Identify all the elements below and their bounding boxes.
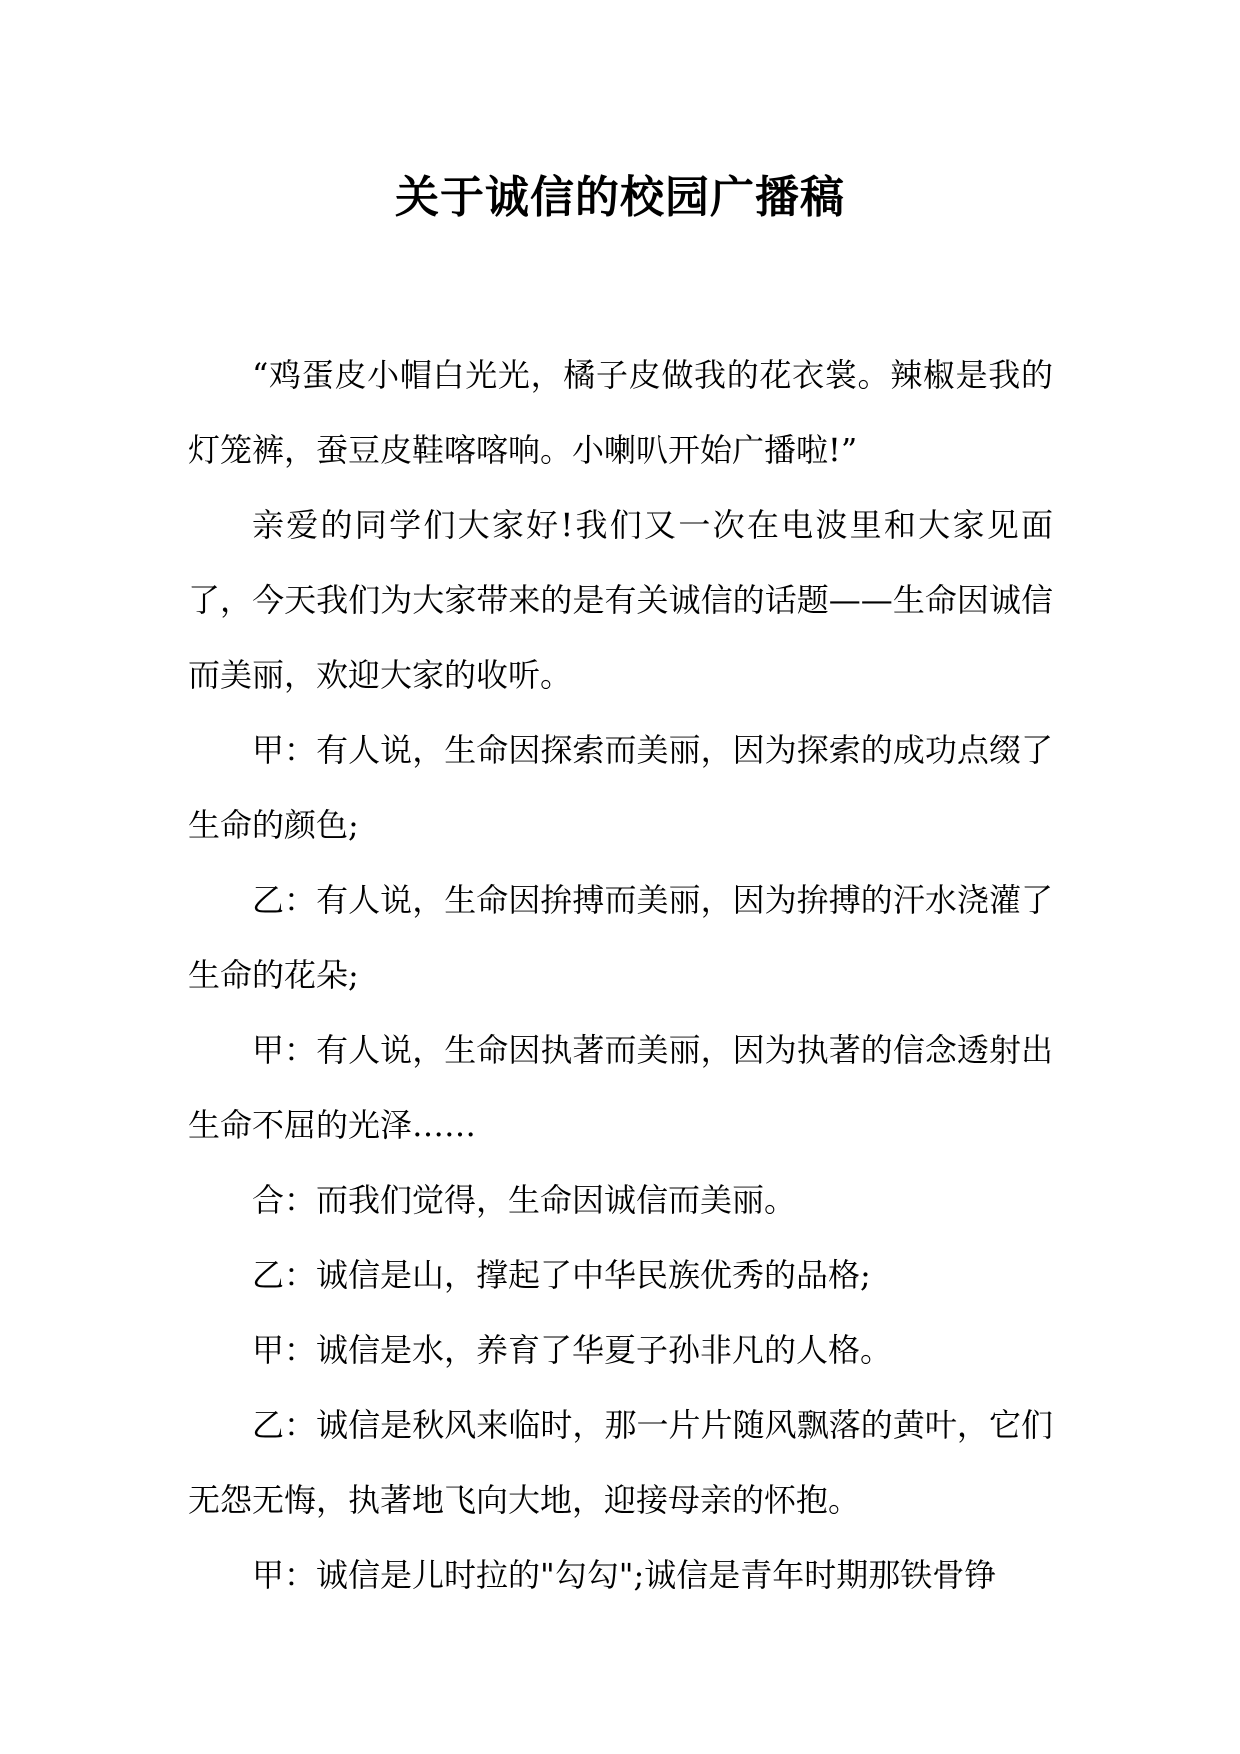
paragraph-dialogue: 甲：有人说，生命因探索而美丽，因为探索的成功点缀了生命的颜色;: [188, 731, 1053, 844]
document-title: 关于诚信的校园广播稿: [395, 172, 845, 223]
paragraph-dialogue: 乙：诚信是山，撑起了中华民族优秀的品格;: [252, 1256, 871, 1294]
paragraph-dialogue: 甲：诚信是水，养育了华夏子孙非凡的人格。: [252, 1331, 893, 1369]
document-body: [188, 338, 1053, 1613]
paragraph-dialogue: 合：而我们觉得，生命因诚信而美丽。: [252, 1181, 797, 1219]
paragraph-dialogue: 甲：有人说，生命因执著而美丽，因为执著的信念透射出生命不屈的光泽……: [188, 1031, 1053, 1144]
paragraph-dialogue: 乙：有人说，生命因拚搏而美丽，因为拚搏的汗水浇灌了生命的花朵;: [188, 881, 1053, 994]
paragraph-opening-rhyme: “鸡蛋皮小帽白光光，橘子皮做我的花衣裳。辣椒是我的灯笼裤，蚕豆皮鞋喀喀响。小喇叭开始广播啦!”: [188, 356, 1053, 469]
paragraph-dialogue: 甲：诚信是儿时拉的"勾勾";诚信是青年时期那铁骨铮: [252, 1556, 997, 1594]
paragraph-greeting: 亲爱的同学们大家好!我们又一次在电波里和大家见面了，今天我们为大家带来的是有关诚信的话题——生命因诚信而美丽，欢迎大家的收听。: [188, 506, 1053, 694]
paragraph-dialogue: 乙：诚信是秋风来临时，那一片片随风飘落的黄叶，它们无怨无悔，执著地飞向大地，迎接母亲的怀抱。: [188, 1406, 1053, 1519]
